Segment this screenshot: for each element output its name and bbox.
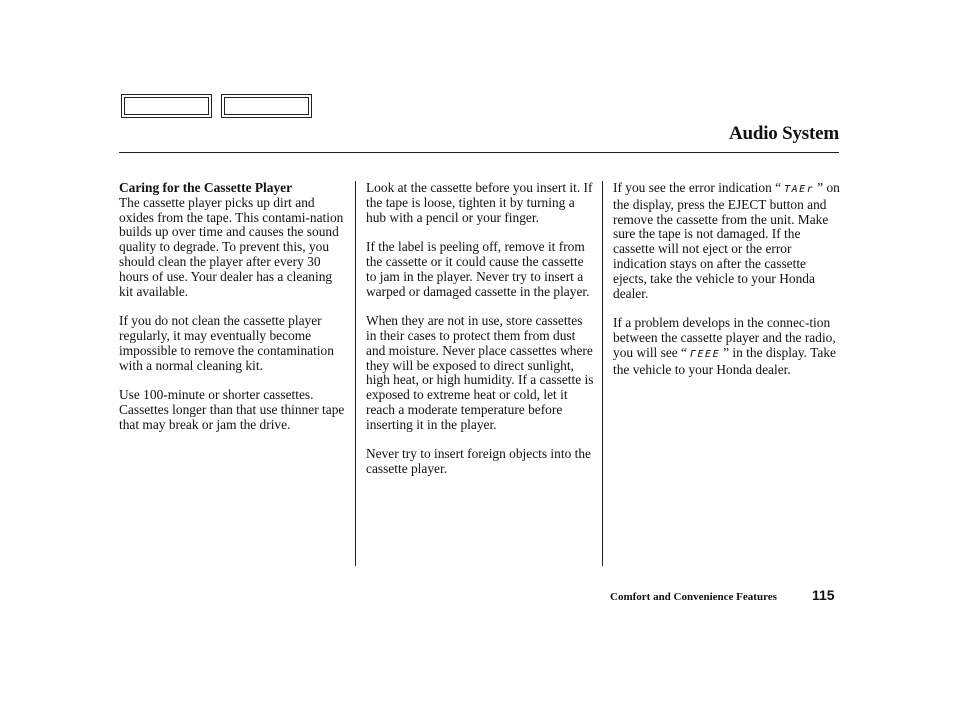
paragraph-foreign-objects: Never try to insert foreign objects into the cassette player. bbox=[366, 446, 591, 477]
page-title: Audio System bbox=[728, 123, 839, 144]
subheading-caring: Caring for the Cassette Player bbox=[119, 180, 293, 195]
display-code-taer: TAEr bbox=[784, 184, 815, 195]
page-number: 115 bbox=[812, 587, 835, 603]
paragraph-cleaning bbox=[119, 181, 347, 299]
paragraph-contamination: If you do not clean the cassette player regularly, it may eventually become impossible to remove the contamination with a normal cleaning kit. bbox=[119, 313, 334, 373]
nav-box-previous[interactable] bbox=[121, 94, 212, 118]
display-code-eeee: ΓEEE bbox=[690, 348, 721, 360]
title-divider bbox=[119, 152, 839, 153]
paragraph-error-indication bbox=[613, 181, 841, 301]
paragraph-connection-problem bbox=[613, 316, 841, 377]
column-divider-1 bbox=[355, 181, 356, 566]
paragraph-label: If the label is peeling off, remove it from the cassette or it could cause the cassette to jam in the player. Never try to insert a warped or damaged cassette in the player. bbox=[366, 239, 590, 299]
nav-box-next[interactable] bbox=[221, 94, 312, 118]
text-column-1 bbox=[119, 181, 347, 447]
paragraph-text: ” on the display, press the EJECT button and remove the cassette from the unit. Make sure the tape is not damaged. If the cassette will not eject or the error indication stays on after the cassette ejects, take the vehicle to your Honda dealer. bbox=[613, 180, 840, 301]
paragraph-text: The cassette player picks up dirt and oxides from the tape. This contami-nation builds up over time and causes the sound quality to degrade. To prevent this, you should clean the player after every 30 hours of use. Your dealer has a cleaning kit available. bbox=[119, 194, 344, 299]
footer-section-label: Comfort and Convenience Features bbox=[610, 591, 777, 603]
text-column-3 bbox=[613, 181, 841, 392]
paragraph-text: ” in the display. Take the vehicle to your Honda dealer. bbox=[613, 344, 836, 377]
paragraph-text: If you see the error indication “ bbox=[613, 180, 782, 195]
paragraph-cassette-length: Use 100-minute or shorter cassettes. Cassettes longer than that use thinner tape that may break or jam the drive. bbox=[119, 387, 345, 432]
paragraph-text: If a problem develops in the connec-tion between the cassette player and the radio, you will see “ bbox=[613, 315, 836, 360]
paragraph-inspect: Look at the cassette before you insert it. If the tape is loose, tighten it by turning a hub with a pencil or your finger. bbox=[366, 180, 593, 225]
paragraph-storage: When they are not in use, store cassettes in their cases to protect them from dust and moisture. Never place cassettes where they will be exposed to direct sunlight, high heat, or high humidity. If a cassette is exposed to extreme heat or cold, let it reach a moderate temperature before inserting it in the player. bbox=[366, 313, 594, 432]
text-column-2 bbox=[366, 181, 594, 492]
column-divider-2 bbox=[602, 181, 603, 566]
